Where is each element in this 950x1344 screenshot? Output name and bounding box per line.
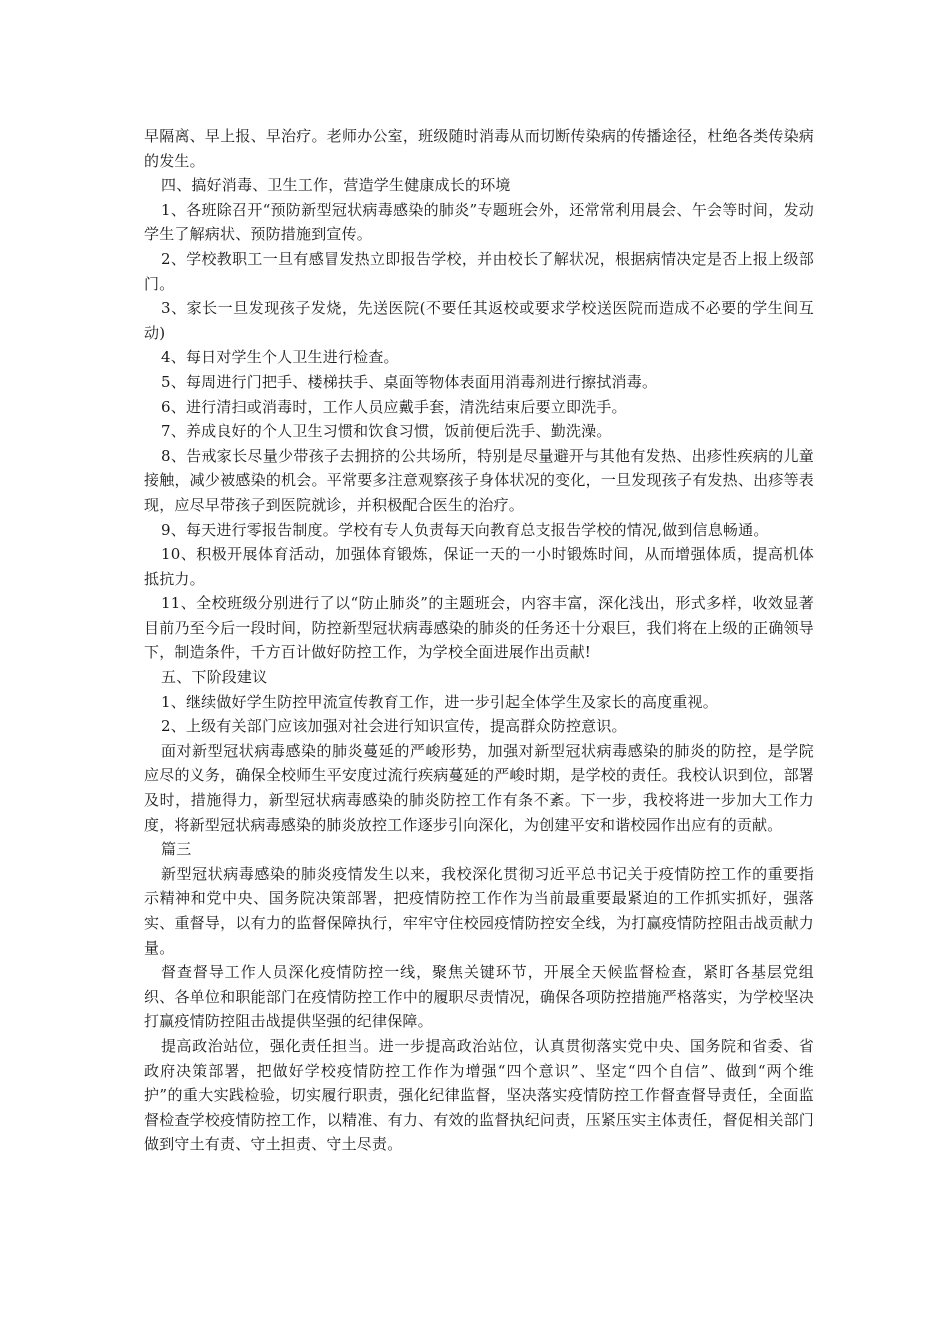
section-heading: 四、搞好消毒、卫生工作，营造学生健康成长的环境	[161, 176, 511, 195]
paragraph: 面对新型冠状病毒感染的肺炎蔓延的严峻形势，加强对新型冠状病毒感染的肺炎的防控，是学院应尽的义务，确保全校师生平安度过流行疾病蔓延的严峻时期，是学校的责任。我校认识到位，部署及时，措施得力，新型冠状病毒感染的肺炎防控工作有条不紊。下一步，我校将进一步加大工作力度，将新型冠状病毒感染的肺炎放控工作逐步引向深化，为创建平安和谐校园作出应有的贡献。	[144, 741, 814, 834]
paragraph: 1、各班除召开“预防新型冠状病毒感染的肺炎”专题班会外，还常常利用晨会、午会等时间，发动学生了解病状、预防措施到宣传。	[144, 200, 814, 244]
paragraph: 4、每日对学生个人卫生进行检查。	[161, 348, 399, 367]
paragraph: 10、积极开展体育活动，加强体育锻炼，保证一天的一小时锻炼时间，从而增强体质，提高机体抵抗力。	[144, 545, 814, 588]
paragraph: 2、学校教职工一旦有感冒发热立即报告学校，并由校长了解状况，根据病情决定是否上报上级部门。	[144, 249, 814, 293]
paragraph: 督查督导工作人员深化疫情防控一线，聚焦关键环节，开展全天候监督检查，紧盯各基层党组织、各单位和职能部门在疫情防控工作中的履职尽责情况，确保各项防控措施严格落实，为学校坚决打赢疫情防控阻击战提供坚强的纪律保障。	[144, 963, 814, 1031]
paragraph: 6、进行清扫或消毒时，工作人员应戴手套，清洗结束后要立即洗手。	[161, 397, 627, 416]
section-heading: 五、下阶段建议	[161, 668, 268, 687]
paragraph: 新型冠状病毒感染的肺炎疫情发生以来，我校深化贯彻习近平总书记关于疫情防控工作的重要指示精神和党中央、国务院决策部署，把疫情防控工作作为当前最重要最紧迫的工作抓实抓好，强落实、重督导，以有力的监督保障执行，牢牢守住校园疫情防控安全线，为打赢疫情防控阻击战贡献力量。	[144, 864, 814, 957]
document-body	[144, 124, 814, 1157]
paragraph: 提高政治站位，强化责任担当。进一步提高政治站位，认真贯彻落实党中央、国务院和省委、省政府决策部署，把做好学校疫情防控工作作为增强“四个意识”、坚定“四个自信”、做到“两个维护”的重大实践检验，切实履行职责，强化纪律监督，坚决落实疫情防控工作督查督导责任，全面监督检查学校疫情防控工作，以精准、有力、有效的监督执纪问责，压紧压实主体责任，督促相关部门做到守土有责、守土担责、守土尽责。	[144, 1036, 814, 1154]
paragraph: 1、继续做好学生防控甲流宣传教育工作，进一步引起全体学生及家长的高度重视。	[161, 692, 718, 711]
paragraph: 2、上级有关部门应该加强对社会进行知识宣传，提高群众防控意识。	[161, 717, 627, 736]
paragraph: 5、每周进行门把手、楼梯扶手、桌面等物体表面用消毒剂进行擦拭消毒。	[161, 372, 658, 391]
paragraph: 早隔离、早上报、早治疗。老师办公室，班级随时消毒从而切断传染病的传播途径，杜绝各类传染病的发生。	[144, 127, 814, 170]
paragraph: 7、养成良好的个人卫生习惯和饮食习惯，饭前便后洗手、勤洗澡。	[161, 422, 612, 441]
paragraph: 3、家长一旦发现孩子发烧，先送医院(不要任其返校或要求学校送医院而造成不必要的学生间互动)	[144, 299, 814, 342]
paragraph: 8、告戒家长尽量少带孩子去拥挤的公共场所，特别是尽量避开与其他有发热、出疹性疾病的儿童接触，减少被感染的机会。平常要多注意观察孩子身体状况的变化，一旦发现孩子有发热、出疹等表现，应尽早带孩子到医院就诊，并积极配合医生的治疗。	[144, 446, 814, 514]
paragraph: 11、全校班级分别进行了以“防止肺炎”的主题班会，内容丰富，深化浅出，形式多样，收效显著目前乃至今后一段时间，防控新型冠状病毒感染的肺炎的任务还十分艰巨，我们将在上级的正确领导下，制造条件，千方百计做好防控工作，为学校全面进展作出贡献!	[144, 594, 814, 662]
paragraph: 9、每天进行零报告制度。学校有专人负责每天向教育总支报告学校的情况,做到信息畅通。	[161, 520, 769, 539]
section-heading: 篇三	[161, 840, 192, 859]
